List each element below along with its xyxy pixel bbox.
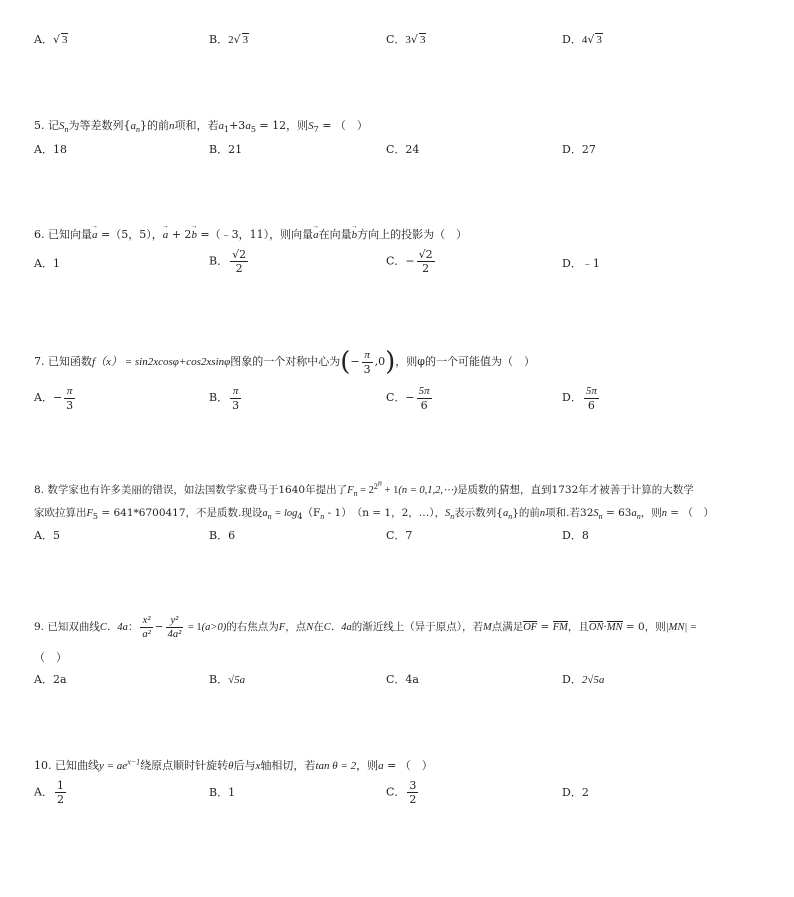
q4-option-a: A．√ 3 [34,33,68,46]
q8-option-c: C．7 [386,529,413,542]
q7-option-a: A．− $\frac{\pi}{3}$ [34,385,74,412]
q5-option-c: C．24 [386,143,420,156]
q5-option-a: A．18 [34,143,67,156]
q9-option-c: C．4a [386,673,419,686]
q6-option-b: B． $\frac{√2}{2}$ [209,248,247,275]
q8-option-d: D．8 [562,529,589,542]
q9-option-d: D．2√5a [562,673,605,686]
q8-stem-line2: 家欧拉算出$F_5 = 641*6700417$，不是质数.现设$a_n = \log_4(F_n - 1)$ （n = 1，2，…），$S_n$表示数列$\{a_n\}$的前n项和.若$32S_n = 63a_n$，则n = （ ） [34,507,714,522]
q7-option-b: B． $\frac{\pi}{3}$ [209,385,240,412]
q4-option-b: B．2√ 3 [209,33,249,46]
q6-stem: 6. 已知向量→ a =（5，5），→ a + 2→ b =（﹣3，11），则向量→ a在向量→ b方向上的投影为（ ） [34,227,467,243]
q9-option-b: B．√5a [209,673,246,686]
q7-stem: 7. 已知函数f（x） = sin2xcosφ+cos2xsinφ图象的一个对称中心为(− $\frac{\pi}{3}$ ,0)，则φ的一个可能值为（ ） [34,347,535,377]
q10-option-c: C． $\frac{3}{2}$ [386,779,417,806]
q10-option-b: B．1 [209,786,236,799]
q10-option-a: A． $\frac{1}{2}$ [34,779,64,806]
q4-option-d: D．4√ 3 [562,33,602,46]
q8-option-b: B．6 [209,529,236,542]
q10-option-d: D．2 [562,786,589,799]
q4-option-c: C．3√ 3 [386,33,426,46]
q9-stem-line1: 9. 已知双曲线C．4a： $\frac{\text{x²}}{\text{a²}}$ − $\frac{\text{y²}}{\text{4a²}}$ = 1(a>0)的右焦点为F，点N在C．4a的渐近线上（异于原点），若M点满足OF = FM，且ON·MN = 0，则|MN| = [34,614,697,640]
q9-stem-line2: （ ） [34,651,67,664]
q8-stem-line1: 8. 数学家也有许多美丽的错误，如法国数学家费马于1640年提出了$F_n = 2^{2^n} + 1(n$ = 0,1,2,⋯)是质数的猜想，直到1732年才被善于计算的大数学 [34,477,694,499]
q5-stem: 5. 记$S_n$为等差数列$\{a_n\}$的前n项和，若$a_1+3a_5 = 12$，则$S_7$ = （ ） [34,119,368,135]
q7-option-d: D． $\frac{5\pi}{6}$ [562,385,597,412]
q7-option-c: C．− $\frac{5\pi}{6}$ [386,385,430,412]
q9-option-a: A．2a [34,673,67,686]
q10-stem: 10. 已知曲线$y = ae^{x-1}$绕原点顺时针旋转θ后与x轴相切，若tan θ = 2，则a = （ ） [34,757,433,772]
q6-option-a: A．1 [34,257,60,270]
q5-option-b: B．21 [209,143,243,156]
q5-option-d: D．27 [562,143,596,156]
q6-option-d: D．﹣1 [562,257,600,270]
q6-option-c: C．− $\frac{√2}{2}$ [386,248,433,275]
q8-option-a: A．5 [34,529,60,542]
